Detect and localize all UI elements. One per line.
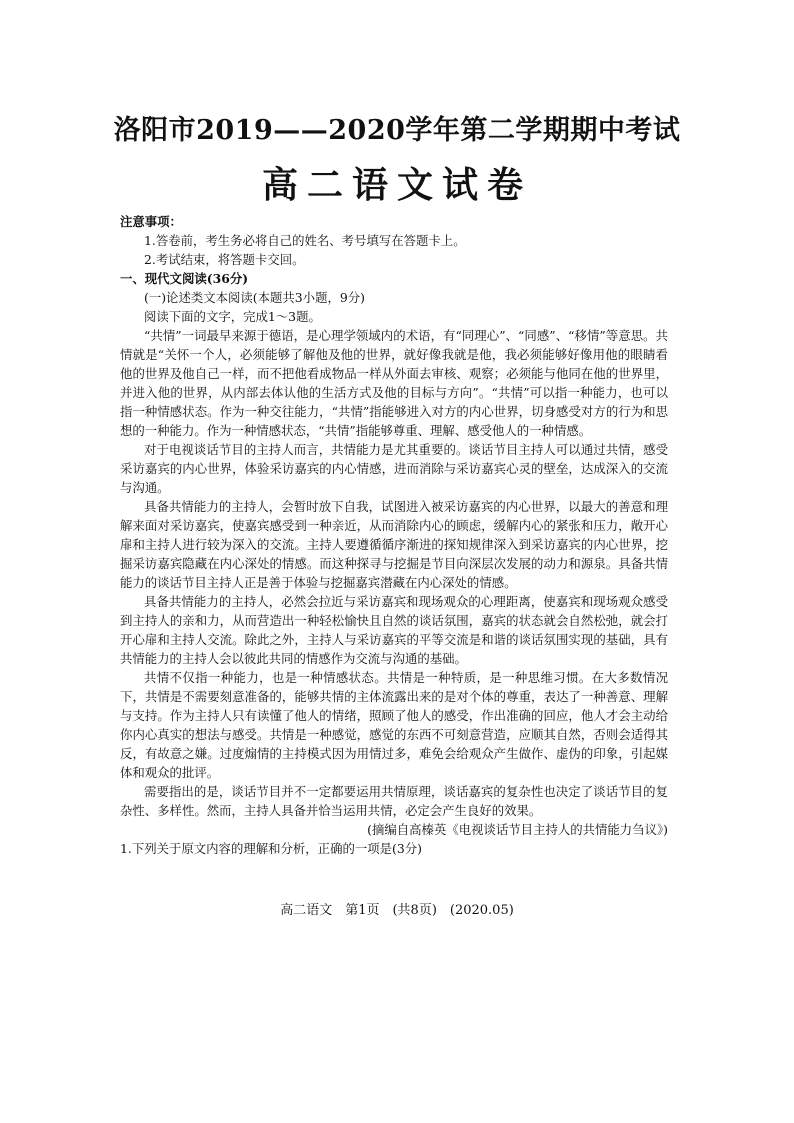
notice-heading: 注意事项： xyxy=(120,214,182,229)
subsection-heading: (一)论述类文本阅读(本题共3小题，9分) xyxy=(144,290,365,305)
exam-subtitle: 高二语文试卷 xyxy=(261,164,532,206)
section-heading: 一、现代文阅读(36分) xyxy=(120,271,249,286)
passage-source: (摘编自高榛英《电视谈话节目主持人的共情能力刍议》) xyxy=(367,822,668,837)
notice-item: 1.答卷前，考生务必将自己的姓名、考号填写在答题卡上。 xyxy=(144,233,466,248)
passage-paragraph: 具备共情能力的主持人，会暂时放下自我，试图进入被采访嘉宾的内心世界，以最大的善意和理解来面对采访嘉宾，使嘉宾感受到一种亲近，从而消除内心的顾虑，缓解内心的紧张和压力，敞开心扉和主持人进行较为深入的交流。主持人要遵循循序渐进的探知规律深入到采访嘉宾的内心世界，挖掘采访嘉宾隐藏在内心深处的情感。而这种探寻与挖掘是节目向深层次发展的动力和源泉。具备共情能力的谈话节目主持人正是善于体验与挖掘嘉宾潜藏在内心深处的情感。 xyxy=(120,499,668,590)
page-footer: 高二语文 第1页 (共8页) (2020.05) xyxy=(280,903,514,918)
reading-instruction: 阅读下面的文字，完成1～3题。 xyxy=(144,309,321,324)
exam-title: 洛阳市2019——2020学年第二学期期中考试 xyxy=(113,115,681,146)
passage-paragraph: 对于电视谈话节目的主持人而言，共情能力是尤其重要的。谈话节目主持人可以通过共情，感受采访嘉宾的内心世界，体验采访嘉宾的内心情感，进而消除与采访嘉宾心灵的壁垒，达成深入的交流与沟通。 xyxy=(120,442,668,495)
question-1: 1.下列关于原文内容的理解和分析，正确的一项是(3分) xyxy=(120,841,422,856)
passage-paragraph: 需要指出的是，谈话节目并不一定都要运用共情原理，谈话嘉宾的复杂性也决定了谈话节目的复杂性、多样性。然而，主持人具备并恰当运用共情，必定会产生良好的效果。 xyxy=(120,784,668,818)
passage-paragraph: 共情不仅指一种能力，也是一种情感状态。共情是一种特质，是一种思维习惯。在大多数情况下，共情是不需要刻意准备的，能够共情的主体流露出来的是对个体的尊重，表达了一种善意、理解与支持。作为主持人只有读懂了他人的情绪，照顾了他人的感受，作出准确的回应，他人才会主动给你内心真实的想法与感受。共情是一种感觉，感觉的东西不可刻意营造，应顺其自然，否则会适得其反，有故意之嫌。过度煽情的主持模式因为用情过多，难免会给观众产生做作、虚伪的印象，引起媒体和观众的批评。 xyxy=(120,670,668,780)
exam-body xyxy=(120,212,668,858)
notice-item: 2.考试结束，将答题卡交回。 xyxy=(144,252,305,267)
passage-paragraph: 具备共情能力的主持人，必然会拉近与采访嘉宾和现场观众的心理距离，使嘉宾和现场观众感受到主持人的亲和力，从而营造出一种轻松愉快且自然的谈话氛围，嘉宾的状态就会自然松弛，就会打开心扉和主持人交流。除此之外，主持人与采访嘉宾的平等交流是和谐的谈话氛围实现的基础，具有共情能力的主持人会以彼此共同的情感作为交流与沟通的基础。 xyxy=(120,594,668,666)
passage-paragraph: “共情”一词最早来源于德语，是心理学领域内的术语，有“同理心”、“同感”、“移情”等意思。共情就是“关怀一个人，必须能够了解他及他的世界，就好像我就是他，我必须能够好像用他的眼睛看他的世界及他自己一样，而不把他看成物品一样从外面去审核、观察；必须能与他同在他的世界里，并进入他的世界，从内部去体认他的生活方式及他的目标与方向”。“共情”可以指一种能力，也可以指一种情感状态。作为一种交往能力，“共情”指能够进入对方的内心世界，切身感受对方的行为和思想的一种能力。作为一种情感状态，“共情”指能够尊重、理解、感受他人的一种情感。 xyxy=(120,328,668,438)
